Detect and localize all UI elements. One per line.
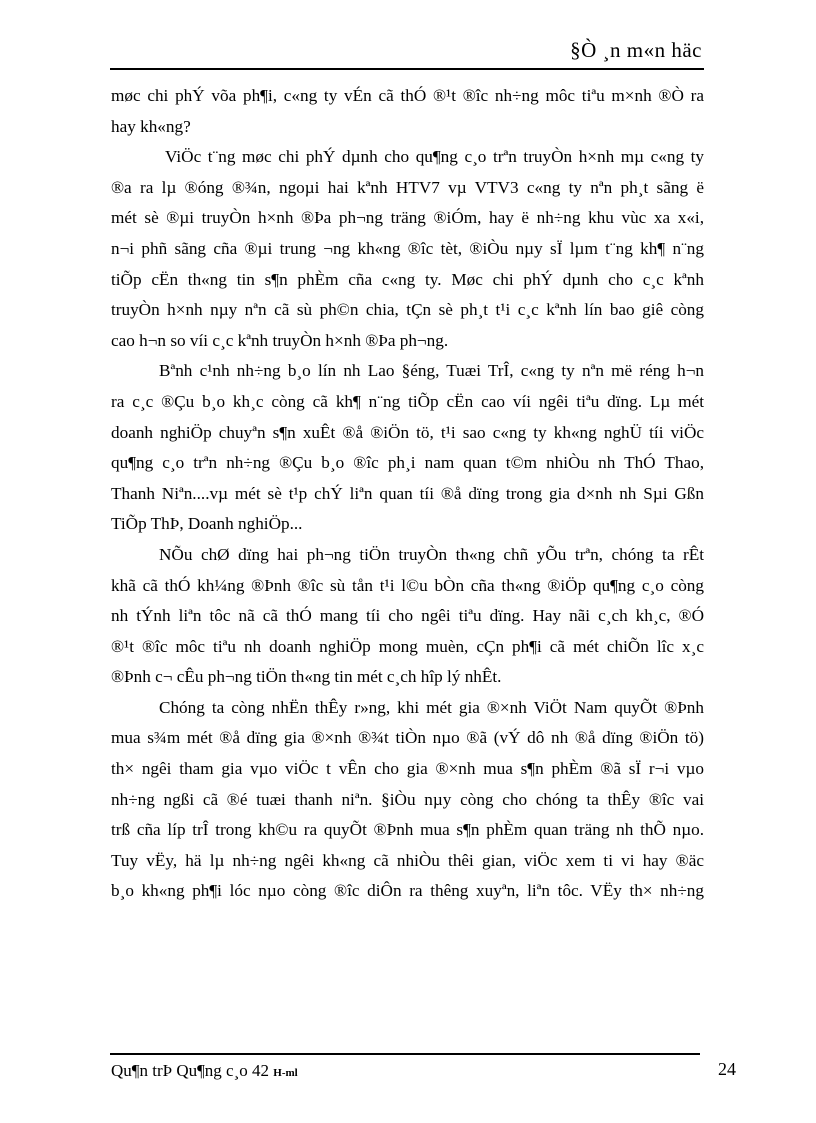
text-line: Tuy vËy, hä lµ nh÷ng ngêi kh«ng cã nhiÒu thêi gian, viÖc xem ti vi hay ®äc [111,850,704,870]
text-line: Chóng ta còng nhËn thÊy r»ng, khi mét gia ®×nh ViÖt Nam quyÕt ®Þnh [159,697,704,717]
text-line: NÕu chØ dïng hai ph¬ng tiÖn truyÒn th«ng chñ yÕu trªn, chóng ta rÊt [159,544,704,564]
page-number: 24 [718,1059,736,1079]
text-line: qu¶ng c¸o trªn nh÷ng ®Çu b¸o ®îc ph¸i nam quan t©m nhiÒu nh ThÓ Thao, [111,453,704,473]
text-line: khã cã thÓ kh¼ng ®Þnh ®îc sù tån t¹i l©u bÒn cña th«ng ®iÖp qu¶ng c¸o còng [111,575,704,595]
text-line: hay kh«ng? [111,116,191,136]
text-line: trß cña líp trÎ trong kh©u ra quyÕt ®Þnh mua s¶n phÈm quan träng nh thÕ nµo. [111,820,704,840]
paragraph-3 [111,356,704,540]
paragraph-5 [111,693,704,907]
text-line: truyÒn h×nh nµy nªn cã sù ph©n chia, tÇn sè ph¸t t¹i c¸c kªnh lín bao giê còng [111,300,704,320]
text-line: ra c¸c ®Çu b¸o kh¸c còng cã kh¶ n¨ng tiÕp cËn cao víi ngêi tiªu dïng. Lµ mét [111,391,704,411]
text-line: doanh nghiÖp chuyªn s¶n xuÊt ®å ®iÖn tö, t¹i sao c«ng ty kh«ng nghÜ tíi viÖc [111,422,704,442]
header-divider [110,68,704,70]
document-body [111,81,704,907]
header-title: §Ò ¸n m«n häc [570,38,702,62]
text-line: n¬i phñ sãng cña ®µi trung ¬ng kh«ng ®îc tèt, ®iÒu nµy sÏ lµm t¨ng kh¶ n¨ng [111,238,704,258]
text-line: cao h¬n so víi c¸c kªnh truyÒn h×nh ®Þa ph¬ng. [111,330,449,350]
text-line: Bªnh c¹nh nh÷ng b¸o lín nh Lao §éng, Tuæi TrÎ, c«ng ty nªn më réng h¬n [159,361,704,381]
text-line: møc chi phÝ võa ph¶i, c«ng ty vÉn cã thÓ ®¹t ®îc nh÷ng môc tiªu m×nh ®Ò ra [111,86,704,105]
footer-code: H-ml [273,1067,298,1079]
text-line: ®a ra lµ ®óng ®¾n, ngoµi hai kªnh HTV7 vµ VTV3 c«ng ty nªn ph¸t sãng ë [111,177,704,197]
paragraph-1 [111,81,704,142]
text-line: b¸o kh«ng ph¶i lóc nµo còng ®îc diÔn ra thêng xuyªn, liªn tôc. VËy th× nh÷ng [111,881,704,901]
paragraph-2 [111,142,704,356]
footer-title: Qu¶n trÞ Qu¶ng c¸o 42 [111,1061,270,1080]
text-line: ViÖc t¨ng møc chi phÝ dµnh cho qu¶ng c¸o trªn truyÒn h×nh mµ c«ng ty [165,147,704,167]
text-line: nh÷ng ngßi cã ®é tuæi thanh niªn. §iÒu nµy còng cho chóng ta thÊy ®îc vai [111,789,704,809]
text-line: mua s¾m mét ®å dïng gia ®×nh ®¾t tiÒn nµo ®ã (vÝ dô nh ®å dïng ®iÖn tö) [111,728,704,748]
footer-label [111,1061,298,1081]
text-line: mét sè ®µi truyÒn h×nh ®Þa ph¬ng träng ®iÓm, hay ë nh÷ng khu vùc xa x«i, [111,208,704,228]
footer-divider [110,1053,700,1055]
text-line: ®¹t ®îc môc tiªu nh doanh nghiÖp mong muèn, cÇn ph¶i cã mét chiÕn lîc x¸c [111,636,704,656]
text-line: ®Þnh c¬ cÊu ph¬ng tiÖn th«ng tin mét c¸ch hîp lý nhÊt. [111,667,502,687]
text-line: tiÕp cËn th«ng tin s¶n phÈm cña c«ng ty. Møc chi phÝ dµnh cho c¸c kªnh [111,269,704,289]
text-line: nh tÝnh liªn tôc nã cã thÓ mang tíi cho ngêi tiªu dïng. Hay nãi c¸ch kh¸c, ®Ó [111,606,704,626]
text-line: TiÕp ThÞ, Doanh nghiÖp... [111,514,303,534]
text-line: th× ngêi tham gia vµo viÖc t vÊn cho gia ®×nh mua s¶n phÈm ®ã sÏ r¬i vµo [111,759,704,779]
text-line: Thanh Niªn....vµ mét sè t¹p chÝ liªn quan tíi ®å dïng trong gia d×nh nh Sµi Gßn [111,483,704,503]
paragraph-4 [111,540,704,693]
